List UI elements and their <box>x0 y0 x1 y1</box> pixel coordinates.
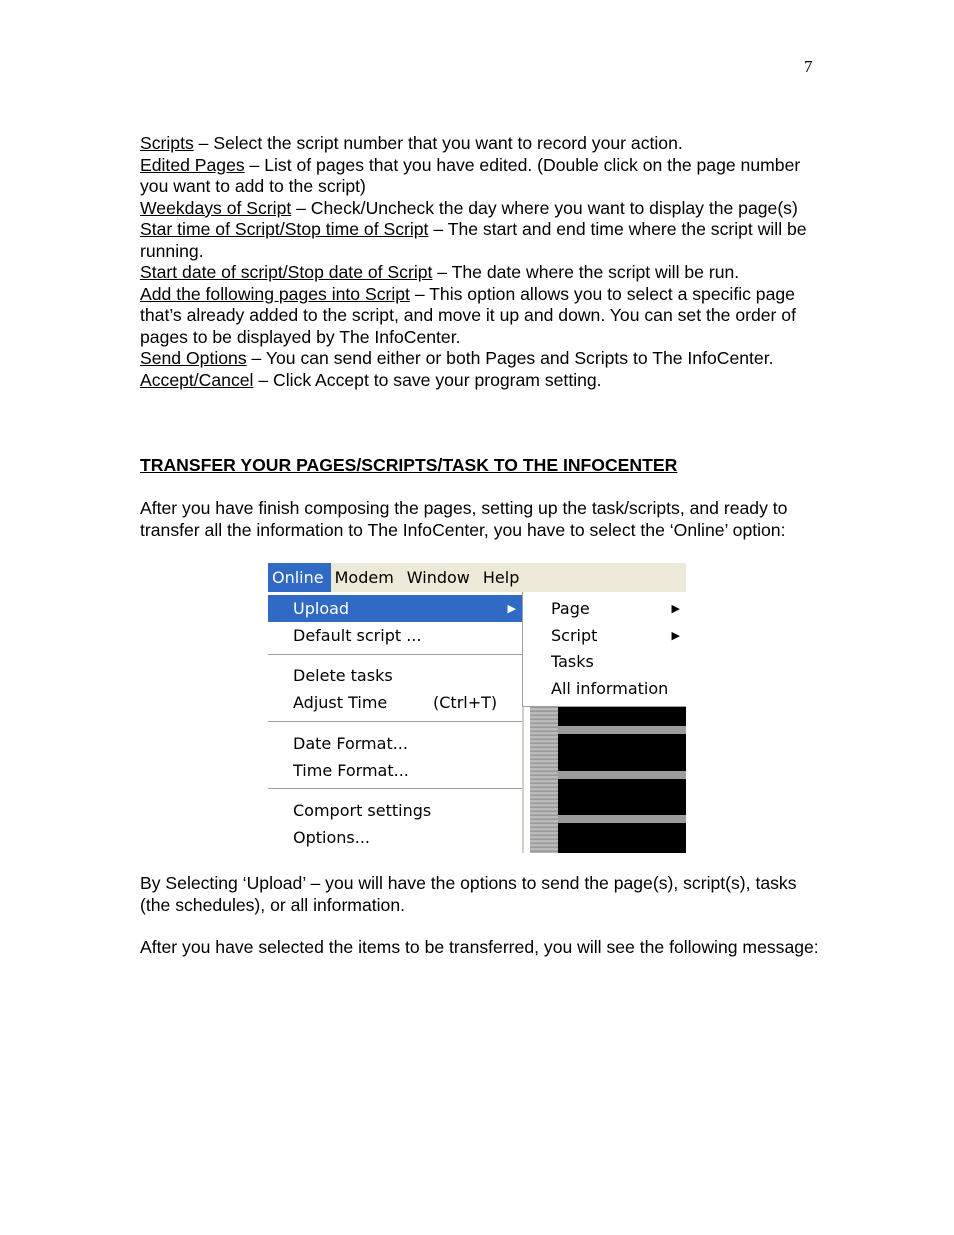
definition-term: Weekdays of Script <box>140 197 292 218</box>
menu-window[interactable]: Window <box>406 568 470 587</box>
menu-item-label: Script <box>551 626 598 645</box>
definition-term: Star time of Script/Stop time of Script <box>140 219 429 239</box>
menu-item-upload[interactable] <box>268 595 522 622</box>
menu-item-comport-settings[interactable]: Comport settings <box>293 801 432 820</box>
upload-paragraph: By Selecting ‘Upload’ – you will have the options to send the page(s), script(s), tasks (the schedules), or all information. <box>140 873 797 915</box>
definition-term: Scripts <box>140 133 194 153</box>
menu-item-delete-tasks[interactable]: Delete tasks <box>293 666 393 685</box>
section-heading: TRANSFER YOUR PAGES/SCRIPTS/TASK TO THE INFOCENTER <box>140 455 678 475</box>
menu-item-adjust-time[interactable] <box>268 689 522 716</box>
menu-item-label: Adjust Time <box>293 693 388 712</box>
menu-separator <box>268 788 524 790</box>
submenu-item-tasks[interactable]: Tasks <box>551 652 594 671</box>
menu-item-label: Upload <box>293 599 350 618</box>
definition-item <box>140 219 820 262</box>
background-black-bar <box>558 734 686 771</box>
definition-item <box>140 155 820 198</box>
definition-term: Send Options <box>140 348 247 368</box>
online-menu-screenshot <box>268 563 686 853</box>
submenu-item-page[interactable] <box>523 595 686 622</box>
message-paragraph: After you have selected the items to be transferred, you will see the following message: <box>140 937 819 957</box>
menu-help[interactable]: Help <box>482 568 520 587</box>
definitions-list <box>140 133 820 391</box>
menu-separator <box>268 654 524 656</box>
menu-online[interactable]: Online <box>268 563 331 592</box>
definition-text: – The date where the script will be run. <box>432 262 740 282</box>
definition-text: – This option allows you to select a specific page that’s already added to the script, and move it up and down. You can set the order of pages to be displayed by The InfoCenter. <box>140 283 796 347</box>
page-number: 7 <box>804 57 813 76</box>
definition-text: – You can send either or both Pages and Scripts to The InfoCenter. <box>246 348 774 368</box>
definition-item <box>140 284 820 349</box>
shortcut-label: (Ctrl+T) <box>433 693 498 712</box>
definition-term: Start date of script/Stop date of Script <box>140 262 433 282</box>
definition-text: – List of pages that you have edited. (Double click on the page number you want to add to the script) <box>140 154 801 196</box>
background-black-bar <box>558 823 686 853</box>
background-black-bar <box>558 707 686 726</box>
menu-item-date-format[interactable]: Date Format... <box>293 734 408 753</box>
definition-term: Add the following pages into Script <box>140 283 410 304</box>
definition-item <box>140 370 820 392</box>
definition-item <box>140 262 820 284</box>
menu-item-options[interactable]: Options... <box>293 828 370 847</box>
menu-item-default-script[interactable]: Default script ... <box>293 626 422 645</box>
submenu-item-script[interactable] <box>523 622 686 649</box>
submenu-arrow-icon: ▶ <box>507 602 516 615</box>
definition-item <box>140 348 820 370</box>
intro-paragraph: After you have finish composing the pages, setting up the task/scripts, and ready to transfer all the information to The InfoCenter, you have to select the ‘Online’ option: <box>140 498 788 540</box>
menu-item-label: Page <box>551 599 590 618</box>
background-scroll-strip <box>530 707 558 853</box>
definition-text: – The start and end time where the script will be running. <box>140 219 807 261</box>
definition-term: Edited Pages <box>140 154 245 175</box>
upload-submenu <box>522 592 686 707</box>
menu-item-time-format[interactable]: Time Format... <box>293 761 409 780</box>
background-black-bar <box>558 779 686 815</box>
submenu-item-all-information[interactable]: All information <box>551 679 669 698</box>
definition-item <box>140 133 820 155</box>
definition-term: Accept/Cancel <box>140 369 254 390</box>
submenu-arrow-icon: ▶ <box>671 602 680 615</box>
online-dropdown <box>268 592 524 853</box>
definition-text: – Click Accept to save your program setting. <box>253 369 602 390</box>
menubar <box>268 563 686 592</box>
menu-separator <box>268 721 524 723</box>
definition-item <box>140 198 820 220</box>
definition-text: – Check/Uncheck the day where you want to display the page(s) <box>291 197 798 218</box>
definition-text: – Select the script number that you want to record your action. <box>193 133 683 153</box>
submenu-arrow-icon: ▶ <box>671 629 680 642</box>
menu-modem[interactable]: Modem <box>334 568 394 587</box>
